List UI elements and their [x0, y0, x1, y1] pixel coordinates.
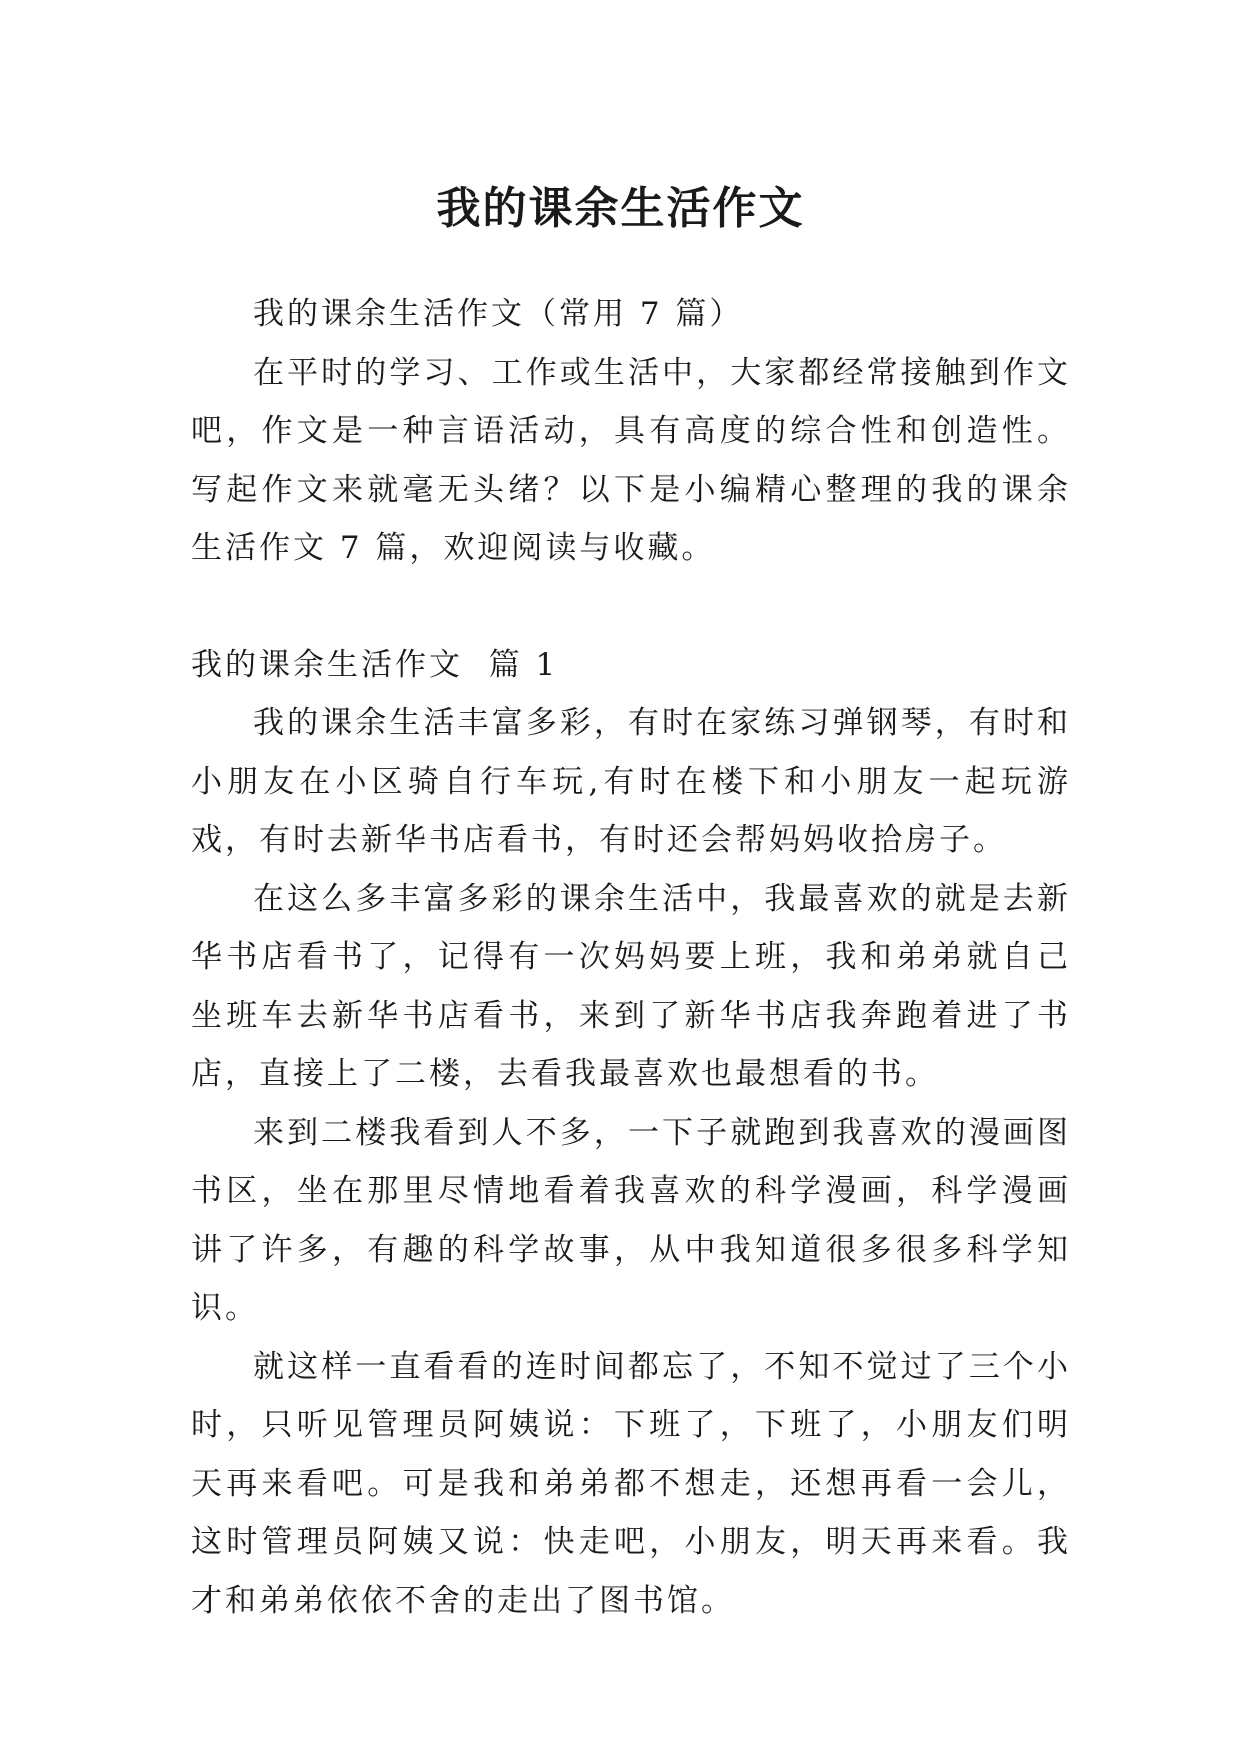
section-heading: 我的课余生活作文 篇 1 [191, 646, 559, 683]
section-spacer [191, 578, 1071, 636]
body-paragraph: 我的课余生活丰富多彩，有时在家练习弹钢琴，有时和小朋友在小区骑自行车玩,有时在楼下和小朋友一起玩游戏，有时去新华书店看书，有时还会帮妈妈收拾房子。 [191, 705, 1071, 858]
document-subtitle: 我的课余生活作文（常用 7 篇） [253, 296, 744, 332]
body-paragraph: 来到二楼我看到人不多，一下子就跑到我喜欢的漫画图书区，坐在那里尽情地看着我喜欢的科学漫画，科学漫画讲了许多，有趣的科学故事，从中我知道很多很多科学知识。 [191, 1114, 1071, 1326]
body-paragraph: 就这样一直看看的连时间都忘了，不知不觉过了三个小时，只听见管理员阿姨说：下班了，下班了，小朋友们明天再来看吧。可是我和弟弟都不想走，还想再看一会儿，这时管理员阿姨又说：快走吧，小朋友，明天再来看。我才和弟弟依依不舍的走出了图书馆。 [191, 1348, 1071, 1619]
body-paragraph: 在这么多丰富多彩的课余生活中，我最喜欢的就是去新华书店看书了，记得有一次妈妈要上班，我和弟弟就自己坐班车去新华书店看书，来到了新华书店我奔跑着进了书店，直接上了二楼，去看我最喜欢也最想看的书。 [191, 880, 1071, 1092]
document-body [191, 285, 1071, 1630]
document-title: 我的课余生活作文 [436, 183, 805, 235]
intro-paragraph: 在平时的学习、工作或生活中，大家都经常接触到作文吧，作文是一种言语活动，具有高度的综合性和创造性。写起作文来就毫无头绪？以下是小编精心整理的我的课余生活作文 7 篇，欢迎阅读与收藏。 [191, 354, 1071, 566]
